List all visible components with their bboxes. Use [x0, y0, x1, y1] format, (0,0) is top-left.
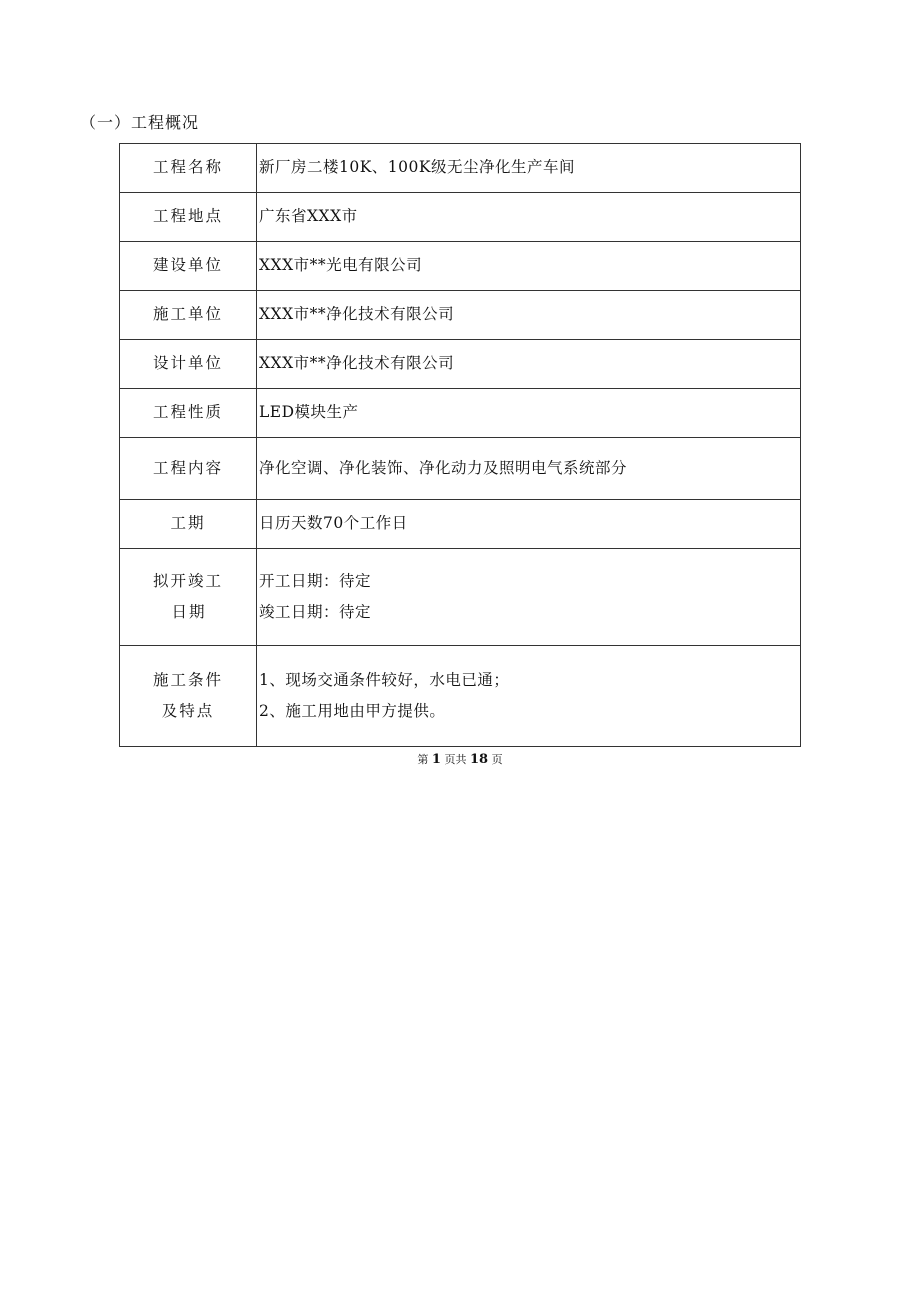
table-row — [120, 438, 801, 500]
schedule-value-cell — [257, 549, 801, 646]
schedule-label-cell — [120, 549, 257, 646]
duration-value: 日历天数70个工作日 — [257, 500, 801, 549]
schedule-label-line2: 日期 — [171, 602, 207, 621]
project-nature-value: LED模块生产 — [257, 389, 801, 438]
footer-suffix: 页 — [491, 753, 503, 766]
owner-value: XXX市**光电有限公司 — [257, 242, 801, 291]
start-date-text: 开工日期：待定 — [259, 572, 372, 590]
footer-middle: 页共 — [444, 753, 467, 766]
conditions-value-cell — [257, 646, 801, 747]
table-row — [120, 340, 801, 389]
contractor-label: 施工单位 — [120, 291, 257, 340]
designer-value: XXX市**净化技术有限公司 — [257, 340, 801, 389]
table-row — [120, 193, 801, 242]
conditions-label-cell — [120, 646, 257, 747]
project-location-value: 广东省XXX市 — [257, 193, 801, 242]
table-row — [120, 500, 801, 549]
page-footer — [0, 751, 920, 767]
condition-item-1: 1、现场交通条件较好，水电已通； — [259, 671, 510, 689]
table-row — [120, 549, 801, 646]
table-row — [120, 646, 801, 747]
project-name-label: 工程名称 — [120, 144, 257, 193]
contractor-value: XXX市**净化技术有限公司 — [257, 291, 801, 340]
table-row — [120, 291, 801, 340]
total-pages-number: 18 — [469, 752, 489, 767]
table-row — [120, 242, 801, 291]
footer-prefix: 第 — [417, 753, 429, 766]
table-row — [120, 144, 801, 193]
conditions-label-line1: 施工条件 — [152, 671, 223, 689]
owner-label: 建设单位 — [120, 242, 257, 291]
section-title: （一）工程概况 — [80, 113, 200, 132]
current-page-number: 1 — [431, 752, 441, 767]
conditions-label-line2: 及特点 — [161, 701, 215, 720]
project-location-label: 工程地点 — [120, 193, 257, 242]
project-nature-label: 工程性质 — [120, 389, 257, 438]
duration-label: 工期 — [120, 500, 257, 549]
end-date-text: 竣工日期：待定 — [259, 602, 372, 621]
project-scope-value: 净化空调、净化装饰、净化动力及照明电气系统部分 — [257, 438, 801, 500]
project-name-value: 新厂房二楼10K、100K级无尘净化生产车间 — [257, 144, 801, 193]
table-row — [120, 389, 801, 438]
condition-item-2: 2、施工用地由甲方提供。 — [259, 701, 446, 720]
project-scope-label: 工程内容 — [120, 438, 257, 500]
designer-label: 设计单位 — [120, 340, 257, 389]
schedule-label-line1: 拟开竣工 — [152, 572, 223, 590]
project-overview-table — [119, 143, 801, 747]
